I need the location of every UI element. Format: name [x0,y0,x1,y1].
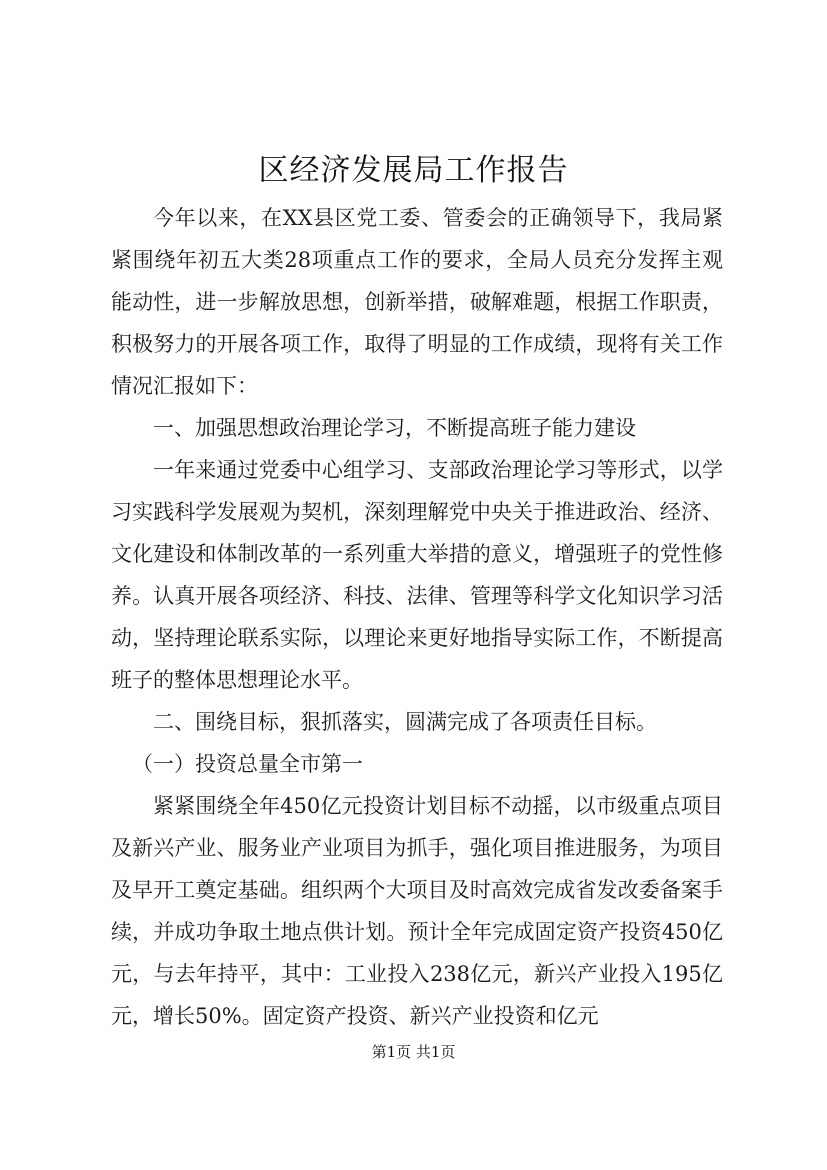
subsection-heading-1: （一）投资总量全市第一 [132,752,363,776]
paragraph-intro: 今年以来，在XX县区党工委、管委会的正确领导下，我局紧紧围绕年初五大类28项重点工作的要求，全局人员充分发挥主观能动性，进一步解放思想，创新举措，破解难题，根据工作职责，积极努力的开展各项工作，取得了明显的工作成绩，现将有关工作情况汇报如下： [111,206,723,398]
page-number-footer: 第1页 共1页 [371,1043,456,1061]
paragraph-investment: 紧紧围绕全年450亿元投资计划目标不动摇，以市级重点项目及新兴产业、服务业产业项目为抓手，强化项目推进服务，为项目及早开工奠定基础。组织两个大项目及时高效完成省发改委备案手续，并成功争取土地点供计划。预计全年完成固定资产投资450亿元，与去年持平，其中：工业投入238亿元，新兴产业投入195亿元，增长50%。固定资产投资、新兴产业投资和亿元 [111,794,723,1028]
document-body [111,197,723,1037]
section-heading-2: 二、围绕目标，狠抓落实，圆满完成了各项责任目标。 [153,710,657,734]
section-heading-1: 一、加强思想政治理论学习，不断提高班子能力建设 [153,416,636,440]
paragraph-study: 一年来通过党委中心组学习、支部政治理论学习等形式，以学习实践科学发展观为契机，深刻理解党中央关于推进政治、经济、文化建设和体制改革的一系列重大举措的意义，增强班子的党性修养。认真开展各项经济、科技、法律、管理等科学文化知识学习活动，坚持理论联系实际，以理论来更好地指导实际工作，不断提高班子的整体思想理论水平。 [111,458,723,692]
document-title: 区经济发展局工作报告 [258,153,569,188]
